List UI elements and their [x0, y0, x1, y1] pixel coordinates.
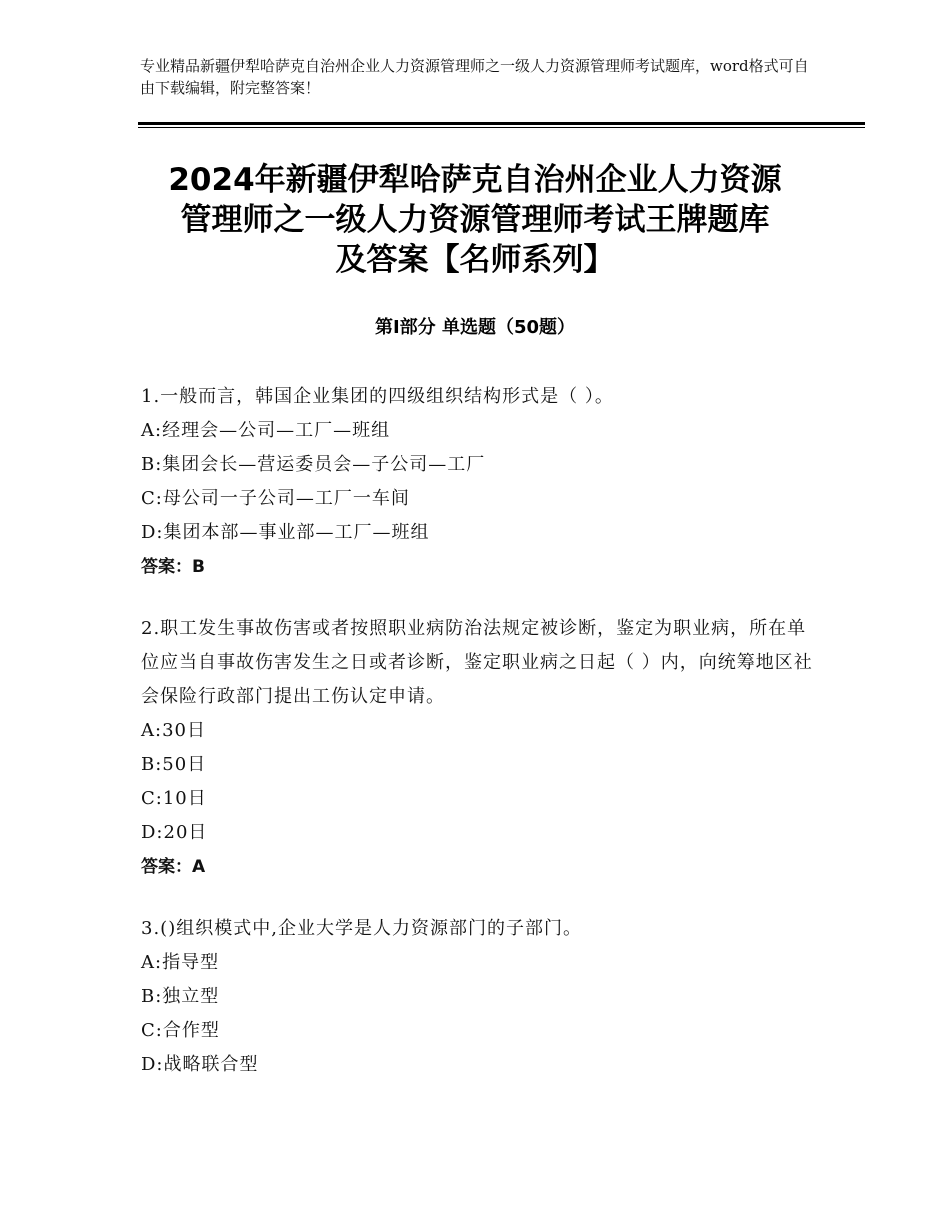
- question-answer: 答案：B: [141, 557, 205, 577]
- question-option: D:20日: [141, 822, 208, 843]
- question-option: C:母公司一子公司—工厂一车间: [141, 488, 410, 509]
- question-option: A:30日: [141, 720, 206, 741]
- document-title-line: 管理师之一级人力资源管理师考试王牌题库: [180, 202, 770, 238]
- header-divider-thick: [138, 122, 865, 125]
- question-option: D:战略联合型: [141, 1054, 259, 1075]
- question-stem: 2.职工发生事故伤害或者按照职业病防治法规定被诊断，鉴定为职业病，所在单位应当自事故伤害发生之日或者诊断，鉴定职业病之日起（ ）内，向统筹地区社会保险行政部门提出工伤认定申请。: [141, 618, 813, 707]
- question-stem: 1.一般而言，韩国企业集团的四级组织结构形式是（ ）。: [141, 386, 614, 407]
- section-title: 第Ⅰ部分 单选题（50题）: [374, 317, 575, 338]
- question-item: [141, 612, 816, 884]
- question-option: B:独立型: [141, 986, 220, 1007]
- question-item: [141, 380, 816, 584]
- question-option: D:集团本部—事业部—工厂—班组: [141, 522, 430, 543]
- document-title: [120, 160, 830, 280]
- header-note: 专业精品新疆伊犁哈萨克自治州企业人力资源管理师之一级人力资源管理师考试题库，word格式可自由下载编辑，附完整答案！: [140, 57, 809, 97]
- question-stem: 3.()组织模式中,企业大学是人力资源部门的子部门。: [141, 918, 582, 939]
- question-item: [141, 912, 816, 1082]
- question-option: A:经理会—公司—工厂—班组: [141, 420, 391, 441]
- question-option: C:10日: [141, 788, 207, 809]
- header-divider-thin: [138, 127, 865, 128]
- document-title-line: 及答案【名师系列】: [335, 242, 615, 278]
- question-answer: 答案：A: [141, 857, 206, 877]
- question-option: A:指导型: [141, 952, 220, 973]
- document-title-line: 2024年新疆伊犁哈萨克自治州企业人力资源: [168, 162, 782, 198]
- question-option: B:50日: [141, 754, 207, 775]
- question-list: [141, 380, 816, 1110]
- question-option: C:合作型: [141, 1020, 220, 1041]
- question-option: B:集团会长—营运委员会—子公司—工厂: [141, 454, 486, 475]
